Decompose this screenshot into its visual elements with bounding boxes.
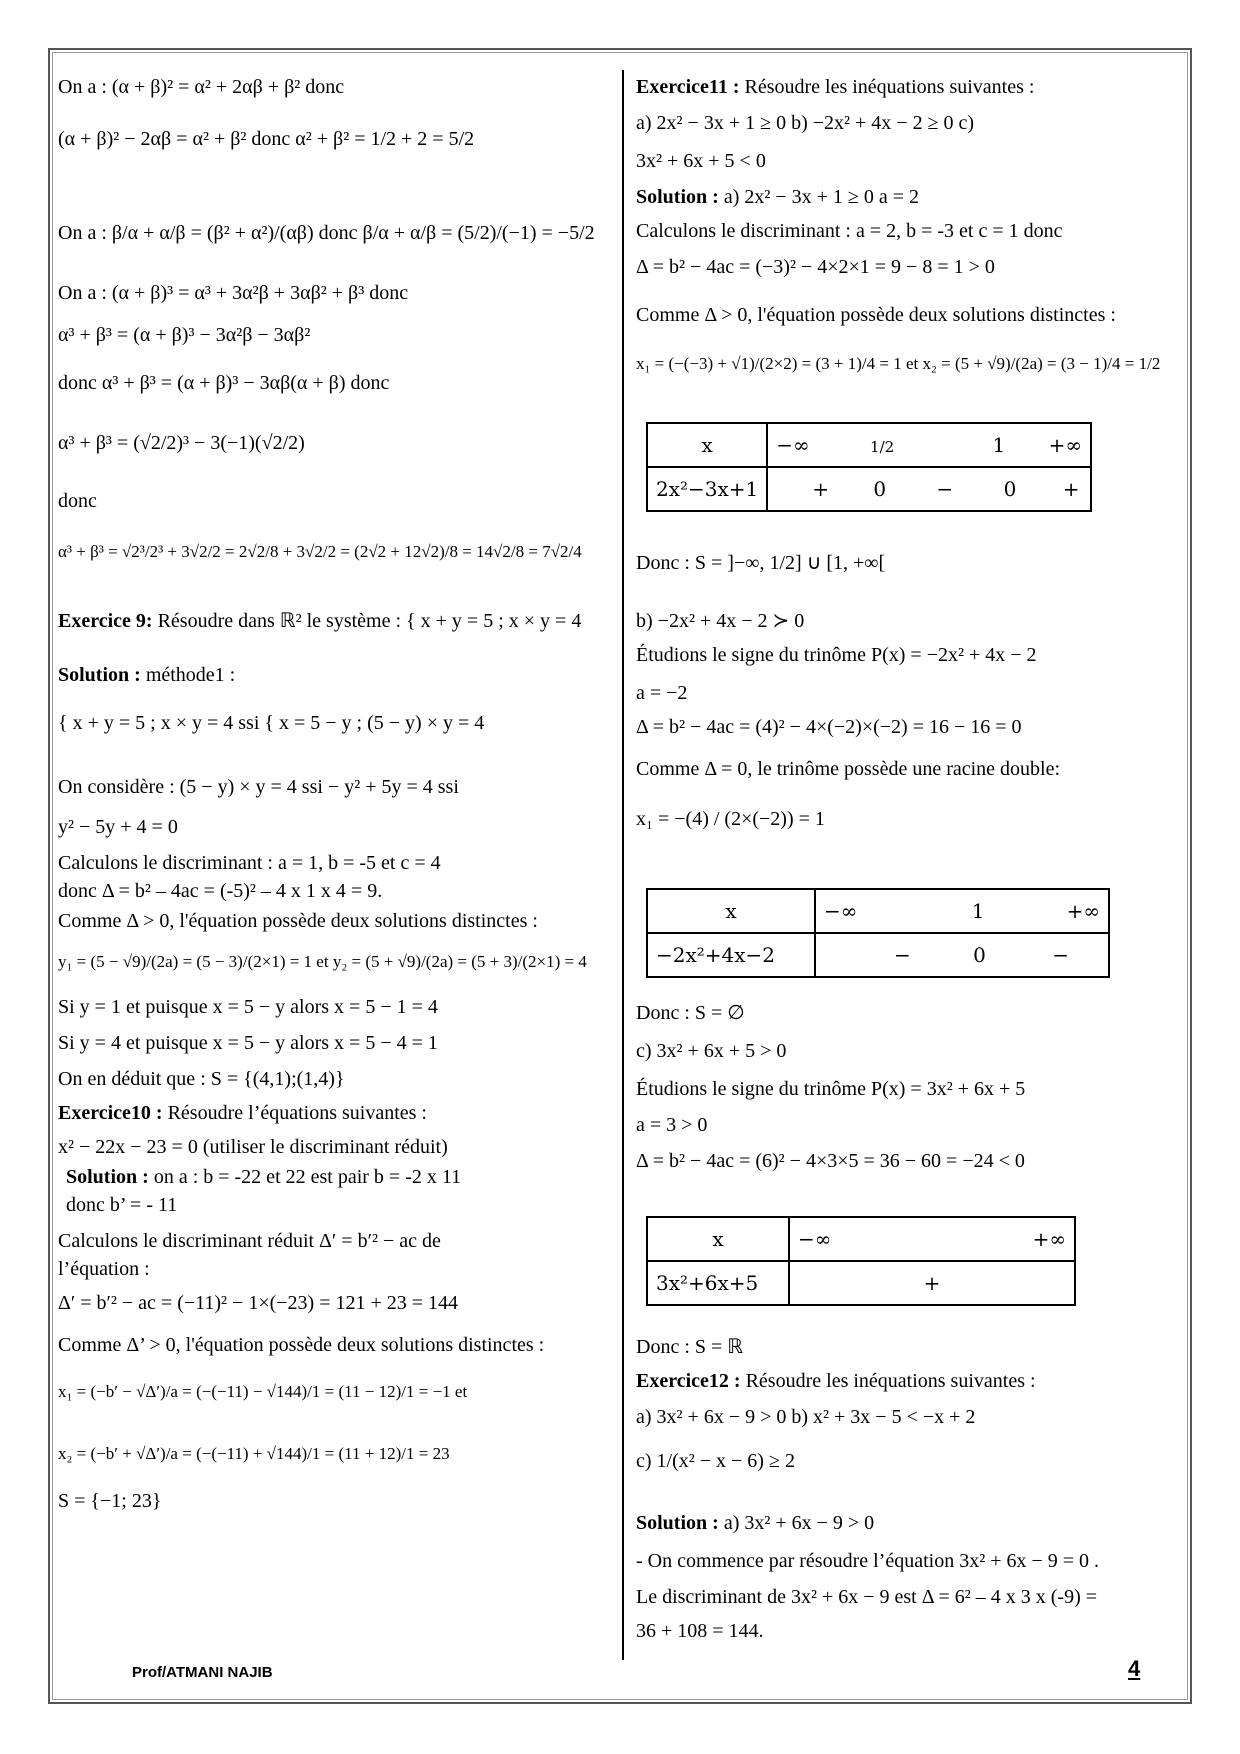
text-line: x₂ = (−b′ + √Δ′)/a = (−(−11) + √144)/1 = (11 + 12)/1 = 23 (58, 1444, 450, 1463)
text-line: On a : (α + β)² = α² + 2αβ + β² donc (58, 76, 345, 98)
text-line: Étudions le signe du trinôme P(x) = −2x² + 4x − 2 (636, 644, 1037, 666)
text-line: c) 1/(x² − x − 6) ≥ 2 (636, 1450, 795, 1472)
text-line: 36 + 108 = 144. (636, 1620, 764, 1642)
exercise-heading (58, 610, 581, 633)
sign: − (936, 477, 954, 501)
text-line: Donc : S = ]−∞, 1/2] ∪ [1, +∞[ (636, 552, 886, 574)
solution-heading (636, 186, 919, 209)
minus-infinity: −∞ (798, 1227, 832, 1251)
text-line: α³ + β³ = (α + β)³ − 3α²β − 3αβ² (58, 324, 311, 346)
text-line: donc (58, 490, 97, 512)
exercise-text: Résoudre l’équations suivantes : (162, 1102, 427, 1124)
solution-label: Solution : (636, 186, 719, 208)
table-header-range (767, 423, 1091, 467)
text-line: Donc : S = ℝ (636, 1336, 744, 1358)
sign: + (923, 1271, 941, 1295)
solution-label: Solution : (66, 1166, 149, 1188)
solution-text: a) 2x² − 3x + 1 ≥ 0 a = 2 (718, 186, 920, 208)
text-line: Δ = b² − 4ac = (−3)² − 4×2×1 = 9 − 8 = 1 > 0 (636, 256, 995, 278)
text-line: { x + y = 5 ; x × y = 4 ssi { x = 5 − y ; (5 − y) × y = 4 (58, 712, 485, 734)
text-line: donc b’ = - 11 (66, 1194, 178, 1216)
text-line: - On commence par résoudre l’équation 3x² + 6x − 9 = 0 . (636, 1550, 1100, 1572)
column-divider (622, 70, 624, 1660)
root-value: 1 (992, 433, 1006, 457)
plus-infinity: +∞ (1048, 433, 1082, 457)
text-line: Donc : S = ∅ (636, 1002, 745, 1024)
table-header-x: x (647, 889, 815, 933)
solution-label: Solution : (58, 664, 141, 686)
text-line: y₁ = (5 − √9)/(2a) = (5 − 3)/(2×1) = 1 et y₂ = (5 + √9)/(2a) = (5 + 3)/(2×1) = 4 (58, 952, 587, 971)
text-line: Comme Δ > 0, l'équation possède deux solutions distinctes : (636, 304, 1116, 326)
author-footer: Prof/ATMANI NAJIB (132, 1664, 273, 1681)
minus-infinity: −∞ (824, 899, 858, 923)
table-row-signs (789, 1261, 1075, 1305)
table-header-x: x (647, 423, 767, 467)
text-line: On en déduit que : S = {(4,1);(1,4)} (58, 1068, 345, 1090)
zero: 0 (1003, 477, 1017, 501)
text-line: Δ′ = b′² − ac = (−11)² − 1×(−23) = 121 + 23 = 144 (58, 1292, 459, 1314)
table-row-label: 3x²+6x+5 (647, 1261, 789, 1305)
exercise-title: Exercice10 : (58, 1102, 163, 1124)
text-line: donc α³ + β³ = (α + β)³ − 3αβ(α + β) donc (58, 372, 390, 394)
exercise-title: Exercice11 : (636, 76, 740, 98)
text-line: Calculons le discriminant réduit Δ′ = b′² − ac de (58, 1230, 441, 1252)
sign-table-2 (646, 888, 1110, 978)
text-line: On a : (α + β)³ = α³ + 3α²β + 3αβ² + β³ donc (58, 282, 409, 304)
solution-heading (66, 1166, 461, 1189)
exercise-heading (636, 1370, 1036, 1393)
sign: − (1052, 943, 1069, 967)
text-line: (α + β)² − 2αβ = α² + β² donc α² + β² = 1/2 + 2 = 5/2 (58, 128, 475, 150)
solution-text: a) 3x² + 6x − 9 > 0 (718, 1512, 875, 1534)
text-line: a = 3 > 0 (636, 1114, 708, 1136)
text-line: Le discriminant de 3x² + 6x − 9 est Δ = 6² – 4 x 3 x (-9) = (636, 1586, 1098, 1608)
text-line: Comme Δ > 0, l'équation possède deux solutions distinctes : (58, 910, 538, 932)
text-line: Si y = 4 et puisque x = 5 − y alors x = 5 − 4 = 1 (58, 1032, 438, 1054)
exercise-text: Résoudre les inéquations suivantes : (739, 76, 1035, 98)
exercise-heading (58, 1102, 427, 1125)
table-row-label: 2x²−3x+1 (647, 467, 767, 511)
exercise-title: Exercice 9: (58, 610, 153, 632)
text-line: l’équation : (58, 1258, 150, 1280)
solution-label: Solution : (636, 1512, 719, 1534)
table-header-range (789, 1217, 1075, 1261)
text-line: α³ + β³ = √2³/2³ + 3√2/2 = 2√2/8 + 3√2/2 = (2√2 + 12√2)/8 = 14√2/8 = 7√2/4 (58, 542, 582, 561)
text-line: α³ + β³ = (√2/2)³ − 3(−1)(√2/2) (58, 432, 305, 454)
solution-text: on a : b = -22 et 22 est pair b = -2 x 11 (148, 1166, 462, 1188)
text-line: Étudions le signe du trinôme P(x) = 3x² + 6x + 5 (636, 1078, 1026, 1100)
exercise-title: Exercice12 : (636, 1370, 741, 1392)
solution-heading (636, 1512, 874, 1535)
text-line: y² − 5y + 4 = 0 (58, 816, 178, 838)
text-line: Si y = 1 et puisque x = 5 − y alors x = 5 − 1 = 4 (58, 996, 438, 1018)
text-line: Calculons le discriminant : a = 2, b = -3 et c = 1 donc (636, 220, 1063, 242)
exercise-heading (636, 76, 1034, 99)
plus-infinity: +∞ (1066, 899, 1100, 923)
plus-infinity: +∞ (1032, 1227, 1066, 1251)
table-header-x: x (647, 1217, 789, 1261)
root-value: 1 (971, 899, 985, 923)
zero: 0 (873, 477, 887, 501)
table-row-label: −2x²+4x−2 (647, 933, 815, 977)
text-line: Calculons le discriminant : a = 1, b = -5 et c = 4 (58, 852, 441, 874)
text-line: 3x² + 6x + 5 < 0 (636, 150, 766, 172)
table-row-signs (767, 467, 1091, 511)
text-line: x² − 22x − 23 = 0 (utiliser le discriminant réduit) (58, 1136, 448, 1158)
text-line: x₁ = (−(−3) + √1)/(2×2) = (3 + 1)/4 = 1 et x₂ = (5 + √9)/(2a) = (3 − 1)/4 = 1/2 (636, 354, 1161, 373)
text-line: c) 3x² + 6x + 5 > 0 (636, 1040, 787, 1062)
solution-heading (58, 664, 235, 687)
text-line: b) −2x² + 4x − 2 ≻ 0 (636, 610, 805, 632)
solution-text: méthode1 : (140, 664, 236, 686)
text-line: Δ = b² − 4ac = (4)² − 4×(−2)×(−2) = 16 − 16 = 0 (636, 716, 1022, 738)
exercise-text: Résoudre les inéquations suivantes : (740, 1370, 1036, 1392)
zero: 0 (973, 943, 986, 967)
sign: + (812, 477, 830, 501)
text-line: On considère : (5 − y) × y = 4 ssi − y² + 5y = 4 ssi (58, 776, 459, 798)
text-line: a = −2 (636, 682, 688, 704)
sign: − (894, 943, 911, 967)
sign-table-3 (646, 1216, 1076, 1306)
exercise-text: Résoudre dans ℝ² le système : { x + y = 5 ; x × y = 4 (152, 610, 582, 632)
sign: + (1062, 477, 1080, 501)
table-header-range (815, 889, 1109, 933)
text-line: a) 2x² − 3x + 1 ≥ 0 b) −2x² + 4x − 2 ≥ 0 c) (636, 112, 975, 134)
sign-table-1 (646, 422, 1092, 512)
text-line: x₁ = (−b′ − √Δ′)/a = (−(−11) − √144)/1 = (11 − 12)/1 = −1 et (58, 1382, 468, 1401)
text-line: Comme Δ = 0, le trinôme possède une racine double: (636, 758, 1061, 780)
text-line: On a : β/α + α/β = (β² + α²)/(αβ) donc β/α + α/β = (5/2)/(−1) = −5/2 (58, 222, 595, 244)
root-value: 1/2 (870, 438, 895, 456)
text-line: Comme Δ’ > 0, l'équation possède deux solutions distinctes : (58, 1334, 545, 1356)
minus-infinity: −∞ (776, 433, 810, 457)
text-line: a) 3x² + 6x − 9 > 0 b) x² + 3x − 5 < −x + 2 (636, 1406, 976, 1428)
text-line: Δ = b² − 4ac = (6)² − 4×3×5 = 36 − 60 = −24 < 0 (636, 1150, 1025, 1172)
page-number: 4 (1128, 1656, 1141, 1681)
text-line: S = {−1; 23} (58, 1490, 162, 1512)
table-row-signs (815, 933, 1109, 977)
text-line: x₁ = −(4) / (2×(−2)) = 1 (636, 808, 825, 830)
text-line: donc Δ = b² – 4ac = (-5)² – 4 x 1 x 4 = 9. (58, 880, 383, 902)
